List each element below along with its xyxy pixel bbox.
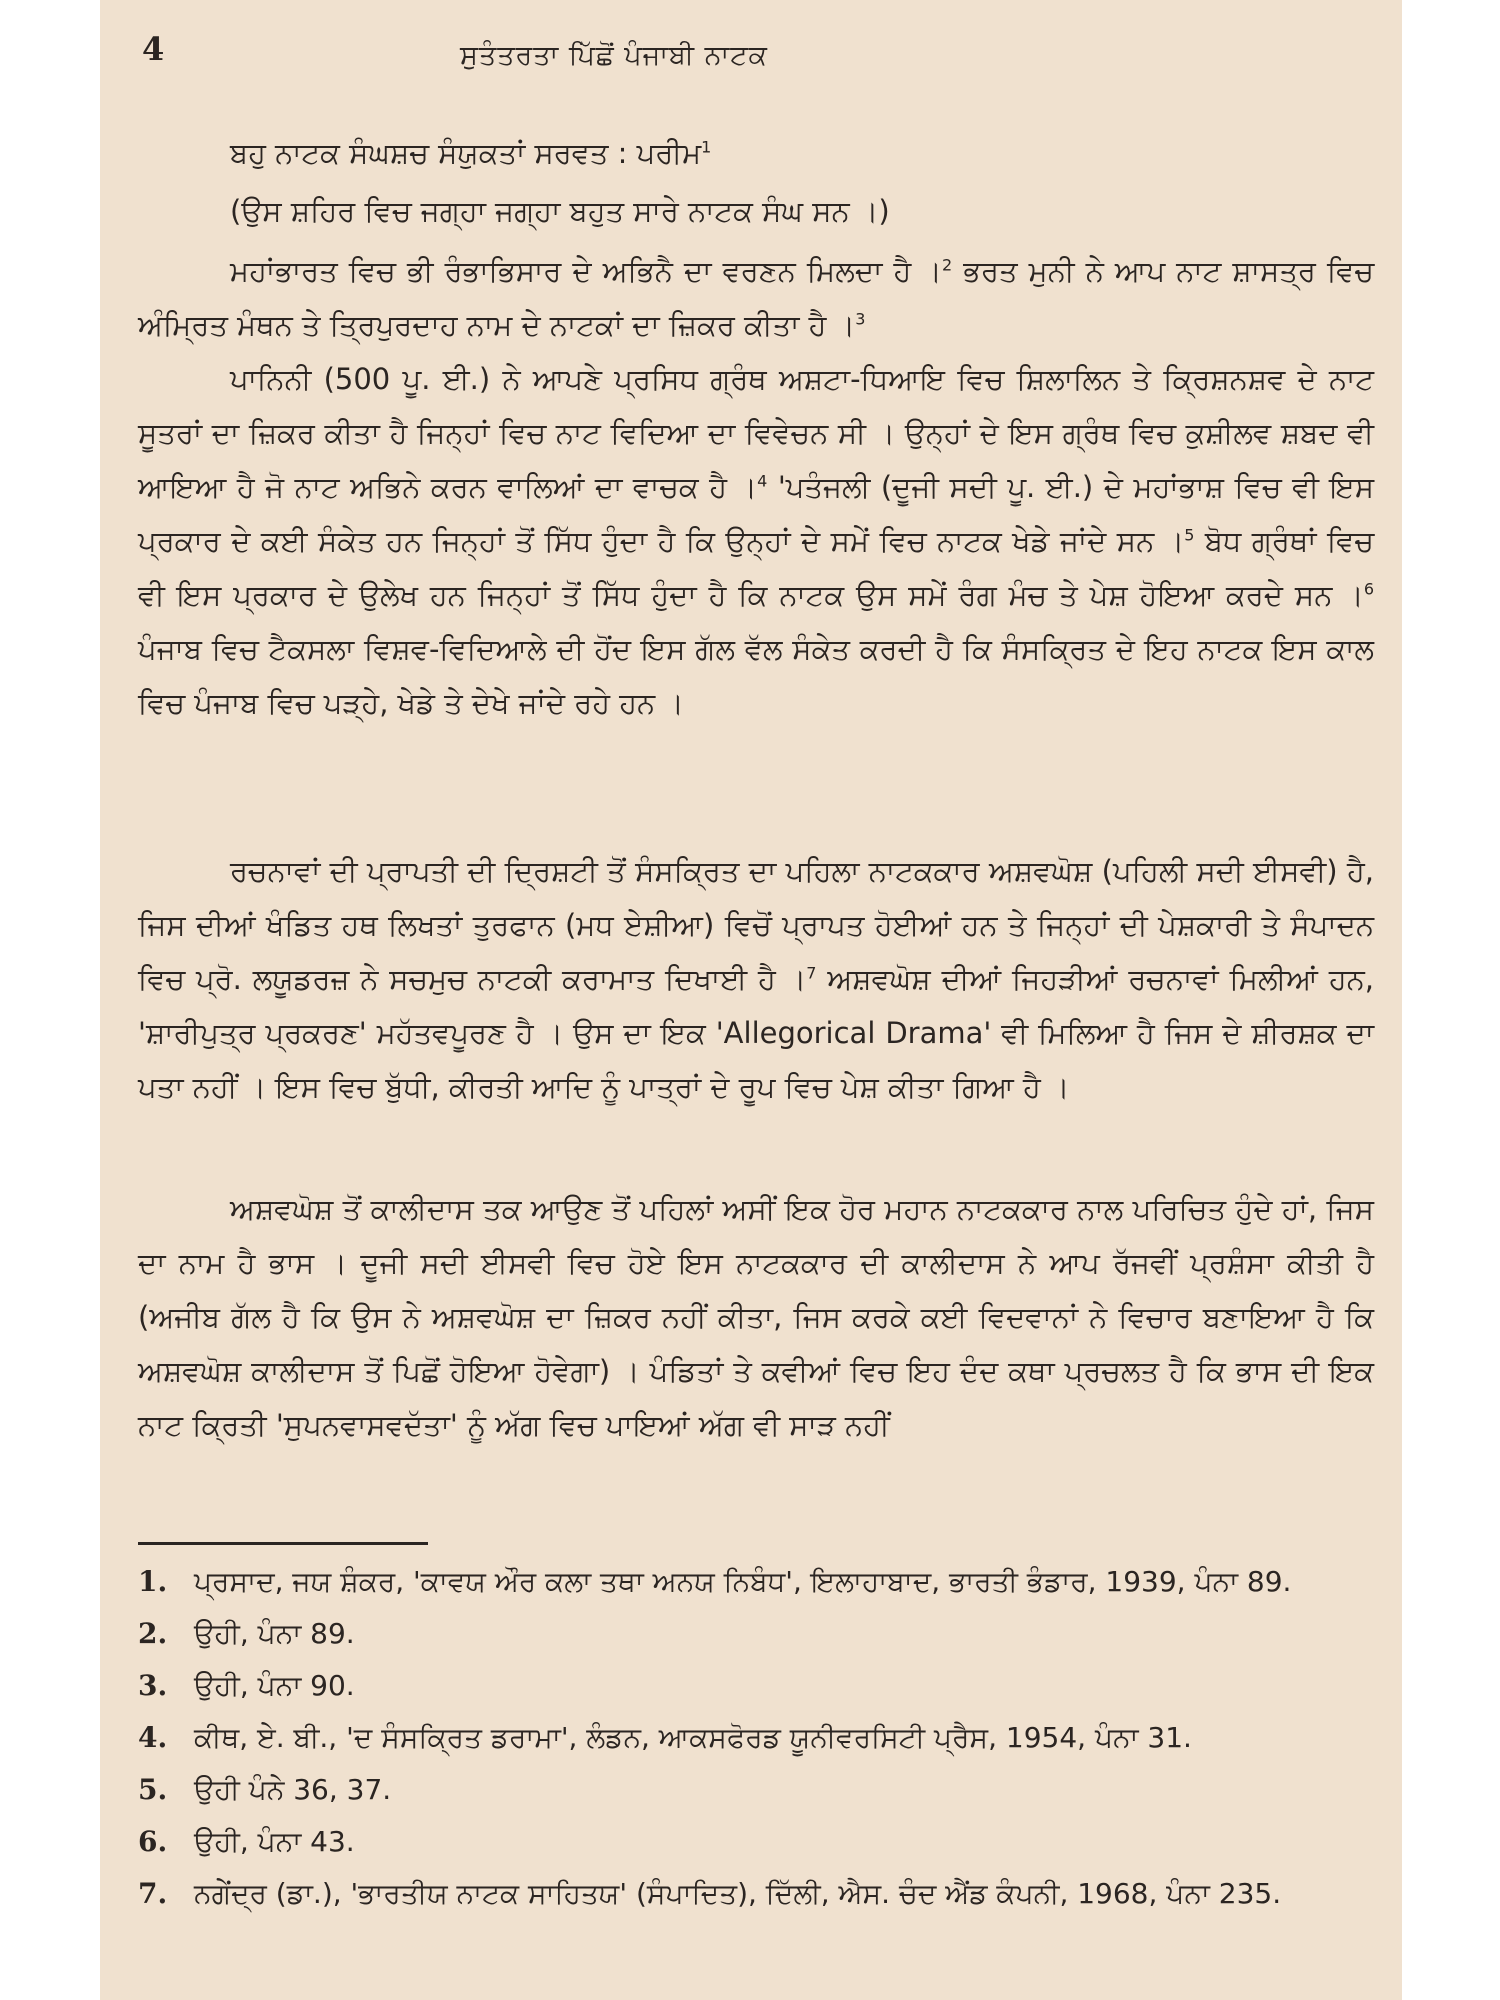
footnote-number: 6. bbox=[138, 1825, 168, 1858]
footnote-number: 5. bbox=[138, 1773, 168, 1806]
footnote-item bbox=[138, 1612, 1374, 1656]
paragraph-text: ਮਹਾਂਭਾਰਤ ਵਿਚ ਭੀ ਰੰਭਾਭਿਸਾਰ ਦੇ ਅਭਿਨੈ ਦਾ ਵਰਣਨ ਮਿਲਦਾ ਹੈ । bbox=[230, 254, 942, 288]
footnote-ref: 6 bbox=[1363, 579, 1374, 599]
footnote-text: ਉਹੀ, ਪੰਨਾ 43. bbox=[194, 1825, 355, 1858]
footnote-item bbox=[138, 1664, 1374, 1708]
footnote-item bbox=[138, 1716, 1374, 1760]
page-number: 4 bbox=[142, 30, 165, 68]
footnote-number: 2. bbox=[138, 1617, 168, 1650]
footnote-text: ਕੀਥ, ਏ. ਬੀ., 'ਦ ਸੰਸਕ੍ਰਿਤ ਡਰਾਮਾ', ਲੰਡਨ, ਆਕਸਫੋਰਡ ਯੂਨੀਵਰਸਿਟੀ ਪ੍ਰੈਸ, 1954, ਪੰਨਾ 31. bbox=[194, 1721, 1192, 1754]
footnote-text: ਨਗੇਂਦ੍ਰ (ਡਾ.), 'ਭਾਰਤੀਯ ਨਾਟਕ ਸਾਹਿਤਯ' (ਸੰਪਾਦਿਤ), ਦਿੱਲੀ, ਐਸ. ਚੰਦ ਐਂਡ ਕੰਪਨੀ, 1968, ਪੰਨਾ 235. bbox=[194, 1877, 1282, 1910]
footnote-text: ਉਹੀ, ਪੰਨਾ 90. bbox=[194, 1669, 355, 1702]
paragraph-text: ਪੰਜਾਬ ਵਿਚ ਟੈਕਸਲਾ ਵਿਸ਼ਵ-ਵਿਦਿਆਲੇ ਦੀ ਹੋਂਦ ਇਸ ਗੱਲ ਵੱਲ ਸੰਕੇਤ ਕਰਦੀ ਹੈ ਕਿ ਸੰਸਕ੍ਰਿਤ ਦੇ ਇਹ ਨਾਟਕ ਇਸ ਕਾਲ ਵਿਚ ਪੰਜਾਬ ਵਿਚ ਪੜ੍ਹੇ, ਖੇਡੇ ਤੇ ਦੇਖੇ ਜਾਂਦੇ ਰਹੇ ਹਨ । bbox=[138, 632, 1374, 720]
footnote-text: ਉਹੀ ਪੰਨੇ 36, 37. bbox=[194, 1773, 392, 1806]
paragraph-ashvaghosh bbox=[138, 844, 1374, 1114]
footnote-ref: 1 bbox=[701, 137, 712, 157]
paragraph-text: ਪਾਨਿਨੀ (500 ਪੂ. ਈ.) ਨੇ ਆਪਣੇ ਪ੍ਰਸਿਧ ਗ੍ਰੰਥ ਅਸ਼ਟਾ-ਧਿਆਇ ਵਿਚ ਸ਼ਿਲਾਲਿਨ ਤੇ ਕ੍ਰਿਸ਼ਨਸ਼ਵ ਦੇ ਨਾਟ ਸੂਤਰਾਂ ਦਾ ਜ਼ਿਕਰ ਕੀਤਾ ਹੈ ਜਿਨ੍ਹਾਂ ਵਿਚ ਨਾਟ ਵਿਦਿਆ ਦਾ ਵਿਵੇਚਨ ਸੀ । ਉਨ੍ਹਾਂ ਦੇ ਇਸ ਗ੍ਰੰਥ ਵਿਚ ਕੁਸ਼ੀਲਵ ਸ਼ਬਦ ਵੀ ਆਇਆ ਹੈ ਜੋ ਨਾਟ ਅਭਿਨੇ ਕਰਨ ਵਾਲਿਆਂ ਦਾ ਵਾਚਕ ਹੈ । bbox=[138, 362, 1374, 504]
footnote-number: 7. bbox=[138, 1877, 168, 1910]
paragraph-panini bbox=[138, 352, 1374, 730]
footnote-text: ਪ੍ਰਸਾਦ, ਜਯ ਸ਼ੰਕਰ, 'ਕਾਵਯ ਔਰ ਕਲਾ ਤਥਾ ਅਨਯ ਨਿਬੰਧ', ਇਲਾਹਾਬਾਦ, ਭਾਰਤੀ ਭੰਡਾਰ, 1939, ਪੰਨਾ 89. bbox=[194, 1565, 1292, 1598]
running-head: ਸੁਤੰਤਰਤਾ ਪਿੱਛੋਂ ਪੰਜਾਬੀ ਨਾਟਕ bbox=[460, 40, 768, 71]
paragraph-text: ਅਸ਼ਵਘੋਸ਼ ਦੀਆਂ ਜਿਹੜੀਆਂ ਰਚਨਾਵਾਂ ਮਿਲੀਆਂ ਹਨ, 'ਸ਼ਾਰੀਪੁਤ੍ਰ ਪ੍ਰਕਰਣ' ਮਹੱਤਵਪੂਰਣ ਹੈ । ਉਸ ਦਾ ਇਕ 'Allegorical Drama' ਵੀ ਮਿਲਿਆ ਹੈ ਜਿਸ ਦੇ ਸ਼ੀਰਸ਼ਕ ਦਾ ਪਤਾ ਨਹੀਂ । ਇਸ ਵਿਚ ਬੁੱਧੀ, ਕੀਰਤੀ ਆਦਿ ਨੂੰ ਪਾਤ੍ਰਾਂ ਦੇ ਰੂਪ ਵਿਚ ਪੇਸ਼ ਕੀਤਾ ਗਿਆ ਹੈ । bbox=[138, 962, 1374, 1104]
paragraph-bhas: ਅਸ਼ਵਘੋਸ਼ ਤੋਂ ਕਾਲੀਦਾਸ ਤਕ ਆਉਣ ਤੋਂ ਪਹਿਲਾਂ ਅਸੀਂ ਇਕ ਹੋਰ ਮਹਾਨ ਨਾਟਕਕਾਰ ਨਾਲ ਪਰਿਚਿਤ ਹੁੰਦੇ ਹਾਂ, ਜਿਸ ਦਾ ਨਾਮ ਹੈ ਭਾਸ । ਦੂਜੀ ਸਦੀ ਈਸਵੀ ਵਿਚ ਹੋਏ ਇਸ ਨਾਟਕਕਾਰ ਦੀ ਕਾਲੀਦਾਸ ਨੇ ਆਪ ਰੱਜਵੀਂ ਪ੍ਰਸ਼ੰਸਾ ਕੀਤੀ ਹੈ (ਅਜੀਬ ਗੱਲ ਹੈ ਕਿ ਉਸ ਨੇ ਅਸ਼ਵਘੋਸ਼ ਦਾ ਜ਼ਿਕਰ ਨਹੀਂ ਕੀਤਾ, ਜਿਸ ਕਰਕੇ ਕਈ ਵਿਦਵਾਨਾਂ ਨੇ ਵਿਚਾਰ ਬਣਾਇਆ ਹੈ ਕਿ ਅਸ਼ਵਘੋਸ਼ ਕਾਲੀਦਾਸ ਤੋਂ ਪਿਛੋਂ ਹੋਇਆ ਹੋਵੇਗਾ) । ਪੰਡਿਤਾਂ ਤੇ ਕਵੀਆਂ ਵਿਚ ਇਹ ਦੰਦ ਕਥਾ ਪ੍ਰਚਲਤ ਹੈ ਕਿ ਭਾਸ ਦੀ ਇਕ ਨਾਟ ਕ੍ਰਿਤੀ 'ਸੁਪਨਵਾਸਵਦੱਤਾ' ਨੂੰ ਅੱਗ ਵਿਚ ਪਾਇਆਂ ਅੱਗ ਵੀ ਸਾੜ ਨਹੀਂ bbox=[138, 1192, 1374, 1442]
footnote-item bbox=[138, 1820, 1374, 1864]
footnote-item bbox=[138, 1768, 1374, 1812]
footnotes-list bbox=[138, 1560, 1374, 1924]
footnote-ref: 2 bbox=[941, 255, 953, 275]
footnote-number: 1. bbox=[138, 1565, 168, 1598]
footnote-ref: 3 bbox=[855, 309, 866, 329]
paragraph-text: ਬੋਧ ਗ੍ਰੰਥਾਂ ਵਿਚ ਵੀ ਇਸ ਪ੍ਰਕਾਰ ਦੇ ਉਲੇਖ ਹਨ ਜਿਨ੍ਹਾਂ ਤੋਂ ਸਿੱਧ ਹੁੰਦਾ ਹੈ ਕਿ ਨਾਟਕ ਉਸ ਸਮੇਂ ਰੰਗ ਮੰਚ ਤੇ ਪੇਸ਼ ਹੋਇਆ ਕਰਦੇ ਸਨ । bbox=[138, 524, 1374, 612]
paragraph-mahabharat bbox=[138, 244, 1374, 352]
verse-translation: (ਉਸ ਸ਼ਹਿਰ ਵਿਚ ਜਗ੍ਹਾ ਜਗ੍ਹਾ ਬਹੁਤ ਸਾਰੇ ਨਾਟਕ ਸੰਘ ਸਨ ।) bbox=[230, 194, 890, 228]
paragraph-text: ਭਰਤ ਮੁਨੀ ਨੇ ਆਪ ਨਾਟ ਸ਼ਾਸਤ੍ਰ ਵਿਚ ਅੰਮ੍ਰਿਤ ਮੰਥਨ ਤੇ ਤ੍ਰਿਪੁਰਦਾਹ ਨਾਮ ਦੇ ਨਾਟਕਾਂ ਦਾ ਜ਼ਿਕਰ ਕੀਤਾ ਹੈ । bbox=[138, 254, 1374, 342]
footnote-item bbox=[138, 1872, 1374, 1916]
footnote-text: ਉਹੀ, ਪੰਨਾ 89. bbox=[194, 1617, 355, 1650]
paragraph-text: ਰਚਨਾਵਾਂ ਦੀ ਪ੍ਰਾਪਤੀ ਦੀ ਦ੍ਰਿਸ਼ਟੀ ਤੋਂ ਸੰਸਕ੍ਰਿਤ ਦਾ ਪਹਿਲਾ ਨਾਟਕਕਾਰ ਅਸ਼ਵਘੋਸ਼ (ਪਹਿਲੀ ਸਦੀ ਈਸਵੀ) ਹੈ, ਜਿਸ ਦੀਆਂ ਖੰਡਿਤ ਹਥ ਲਿਖਤਾਂ ਤੁਰਫਾਨ (ਮਧ ਏਸ਼ੀਆ) ਵਿਚੋਂ ਪ੍ਰਾਪਤ ਹੋਈਆਂ ਹਨ ਤੇ ਜਿਨ੍ਹਾਂ ਦੀ ਪੇਸ਼ਕਾਰੀ ਤੇ ਸੰਪਾਦਨ ਵਿਚ ਪ੍ਰੋ. ਲਯੂਡਰਜ਼ ਨੇ ਸਚਮੁਚ ਨਾਟਕੀ ਕਰਾਮਾਤ ਦਿਖਾਈ ਹੈ । bbox=[138, 854, 1374, 996]
verse-text: ਬਹੁ ਨਾਟਕ ਸੰਘਸ਼ਚ ਸੰਯੁਕਤਾਂ ਸਰਵਤ : ਪਰੀਮ bbox=[230, 136, 702, 170]
footnote-ref: 5 bbox=[1184, 525, 1195, 545]
footnote-number: 4. bbox=[138, 1721, 168, 1754]
book-page bbox=[100, 0, 1402, 2000]
footnote-divider bbox=[138, 1542, 428, 1545]
footnote-ref: 7 bbox=[806, 963, 817, 983]
sanskrit-verse bbox=[230, 126, 1370, 180]
paragraph-text: 'ਪਤੰਜਲੀ (ਦੂਜੀ ਸਦੀ ਪੂ. ਈ.) ਦੇ ਮਹਾਂਭਾਸ਼ ਵਿਚ ਵੀ ਇਸ ਪ੍ਰਕਾਰ ਦੇ ਕਈ ਸੰਕੇਤ ਹਨ ਜਿਨ੍ਹਾਂ ਤੋਂ ਸਿੱਧ ਹੁੰਦਾ ਹੈ ਕਿ ਉਨ੍ਹਾਂ ਦੇ ਸਮੇਂ ਵਿਚ ਨਾਟਕ ਖੇਡੇ ਜਾਂਦੇ ਸਨ । bbox=[138, 470, 1375, 558]
footnote-ref: 4 bbox=[757, 471, 768, 491]
footnote-item bbox=[138, 1560, 1374, 1604]
footnote-number: 3. bbox=[138, 1669, 168, 1702]
